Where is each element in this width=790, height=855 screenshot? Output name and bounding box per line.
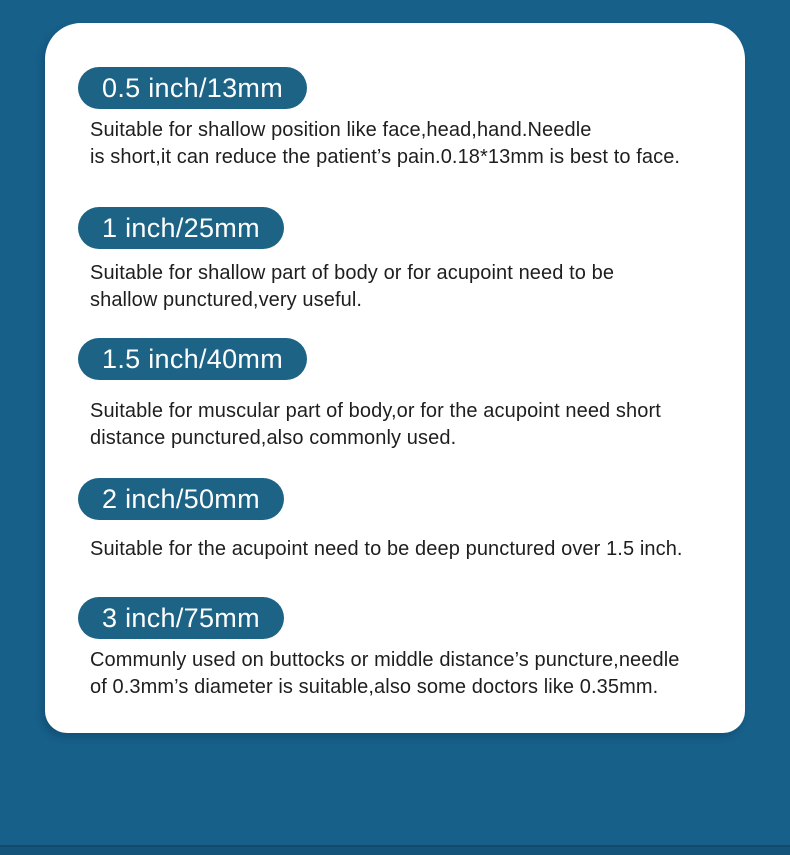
size-badge: 2 inch/50mm — [78, 478, 284, 520]
description-line: of 0.3mm’s diameter is suitable,also some doctors like 0.35mm. — [90, 676, 659, 698]
size-section-1-inch — [45, 207, 745, 314]
description-line: is short,it can reduce the patient’s pain.0.18*13mm is best to face. — [90, 146, 681, 168]
size-badge: 3 inch/75mm — [78, 597, 284, 639]
size-description — [90, 398, 715, 452]
description-line: Suitable for the acupoint need to be deep punctured over 1.5 inch. — [90, 538, 683, 560]
size-badge: 0.5 inch/13mm — [78, 67, 307, 109]
size-section-2-inch — [45, 478, 745, 563]
bottom-edge-strip — [0, 845, 790, 855]
size-section-1.5-inch — [45, 338, 745, 452]
content-card — [45, 23, 745, 733]
size-section-3-inch — [45, 597, 745, 701]
size-badge: 1 inch/25mm — [78, 207, 284, 249]
size-description — [90, 647, 715, 701]
size-description — [90, 260, 715, 314]
description-line: shallow punctured,very useful. — [90, 289, 363, 311]
description-line: distance punctured,also commonly used. — [90, 427, 457, 449]
description-line: Communly used on buttocks or middle distance’s puncture,needle — [90, 649, 680, 671]
description-line: Suitable for muscular part of body,or for the acupoint need short — [90, 400, 661, 422]
description-line: Suitable for shallow position like face,head,hand.Needle — [90, 119, 592, 141]
description-line: Suitable for shallow part of body or for acupoint need to be — [90, 262, 615, 284]
size-badge: 1.5 inch/40mm — [78, 338, 307, 380]
size-section-0.5-inch — [45, 67, 745, 171]
size-description — [90, 536, 715, 563]
size-description — [90, 117, 715, 171]
